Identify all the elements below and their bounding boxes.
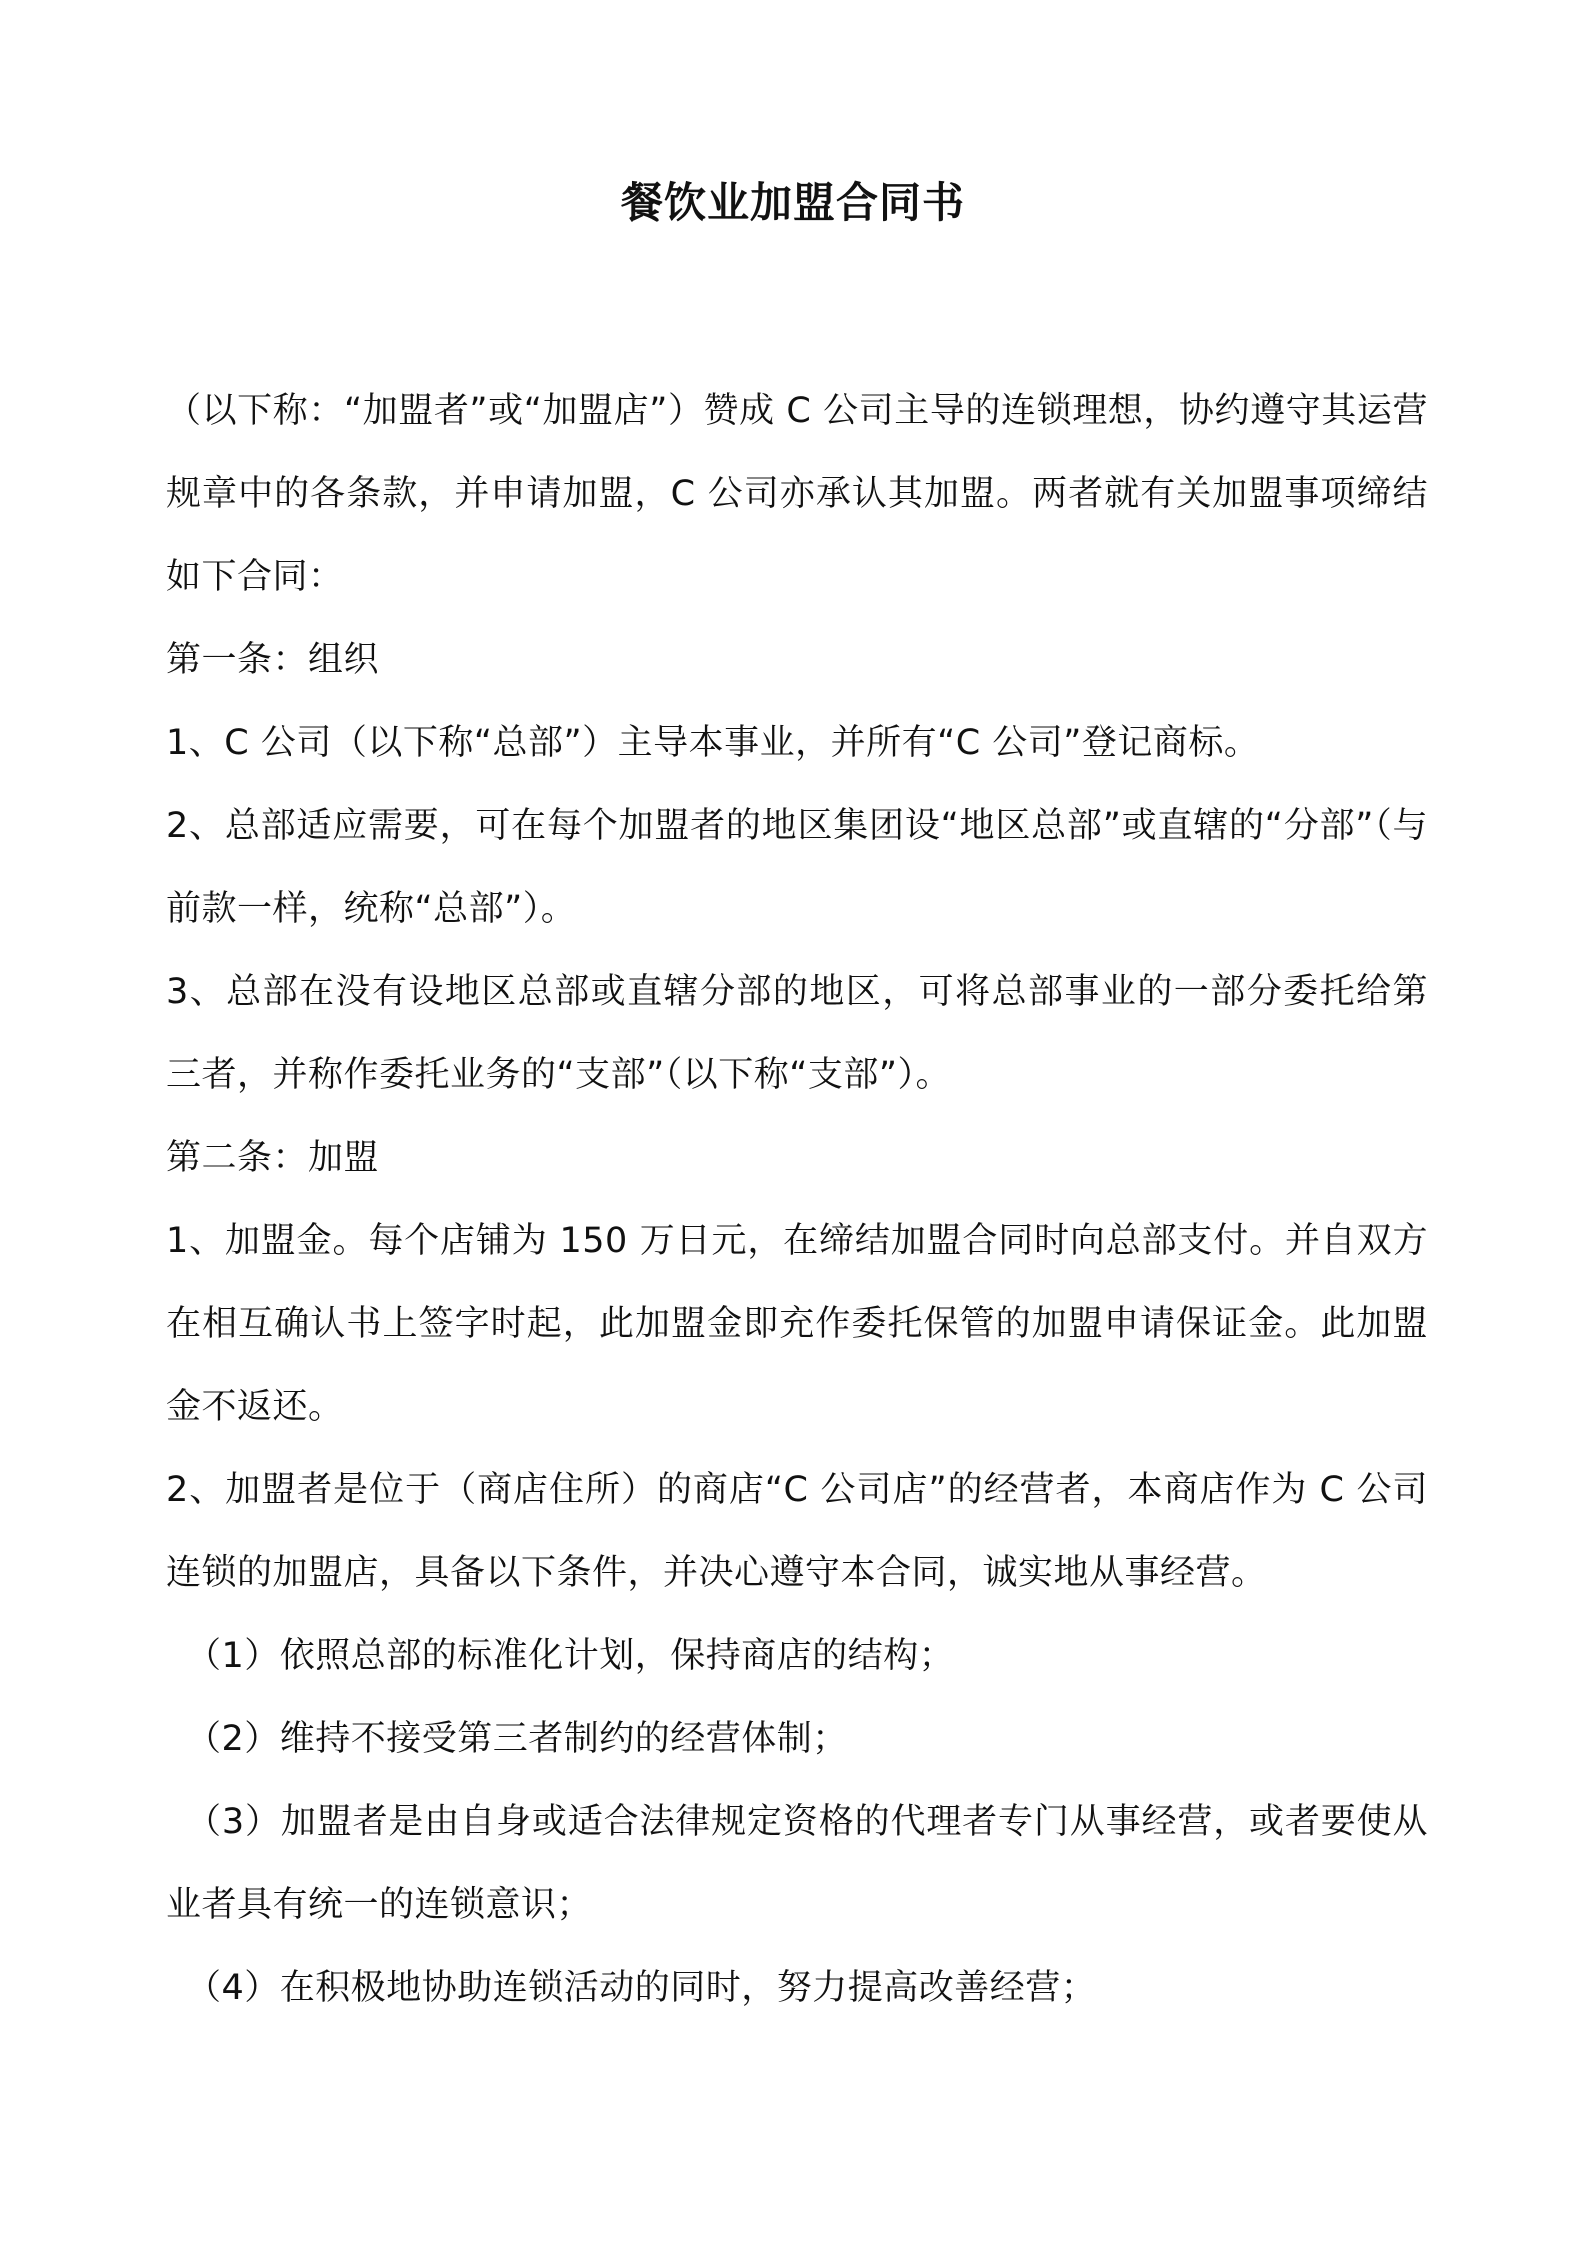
condition-item-1: （1）依照总部的标准化计划，保持商店的结构； — [186, 1636, 955, 1676]
article-1-clause-2: 2、总部适应需要，可在每个加盟者的地区集团设“地区总部”或直辖的“分部”（与前款一样，统称“总部”）。 — [166, 806, 1428, 929]
condition-item-3: （3）加盟者是由自身或适合法律规定资格的代理者专门从事经营，或者要使从业者具有统一的连锁意识； — [166, 1802, 1428, 1925]
document-title: 餐饮业加盟合同书 — [620, 178, 965, 227]
article-2-heading: 第二条：加盟 — [166, 1138, 380, 1178]
preamble-paragraph: （以下称：“加盟者”或“加盟店”）赞成 C 公司主导的连锁理想，协约遵守其运营规章中的各条款，并申请加盟，C 公司亦承认其加盟。两者就有关加盟事项缔结如下合同： — [166, 391, 1428, 597]
article-2-clause-1: 1、加盟金。每个店铺为 150 万日元，在缔结加盟合同时向总部支付。并自双方在相互确认书上签字时起，此加盟金即充作委托保管的加盟申请保证金。此加盟金不返还。 — [166, 1221, 1428, 1427]
article-2-clause-2: 2、加盟者是位于（商店住所）的商店“C 公司店”的经营者，本商店作为 C 公司连锁的加盟店，具备以下条件，并决心遵守本合同，诚实地从事经营。 — [166, 1470, 1428, 1593]
article-1-heading: 第一条：组织 — [166, 640, 380, 680]
condition-item-2: （2）维持不接受第三者制约的经营体制； — [186, 1719, 848, 1759]
document-body — [166, 370, 1428, 2030]
article-1-clause-1: 1、C 公司（以下称“总部”）主导本事业，并所有“C 公司”登记商标。 — [166, 723, 1260, 763]
condition-item-4: （4）在积极地协助连锁活动的同时，努力提高改善经营； — [186, 1968, 1097, 2008]
article-1-clause-3: 3、总部在没有设地区总部或直辖分部的地区，可将总部事业的一部分委托给第三者，并称作委托业务的“支部”（以下称“支部”）。 — [166, 972, 1428, 1095]
